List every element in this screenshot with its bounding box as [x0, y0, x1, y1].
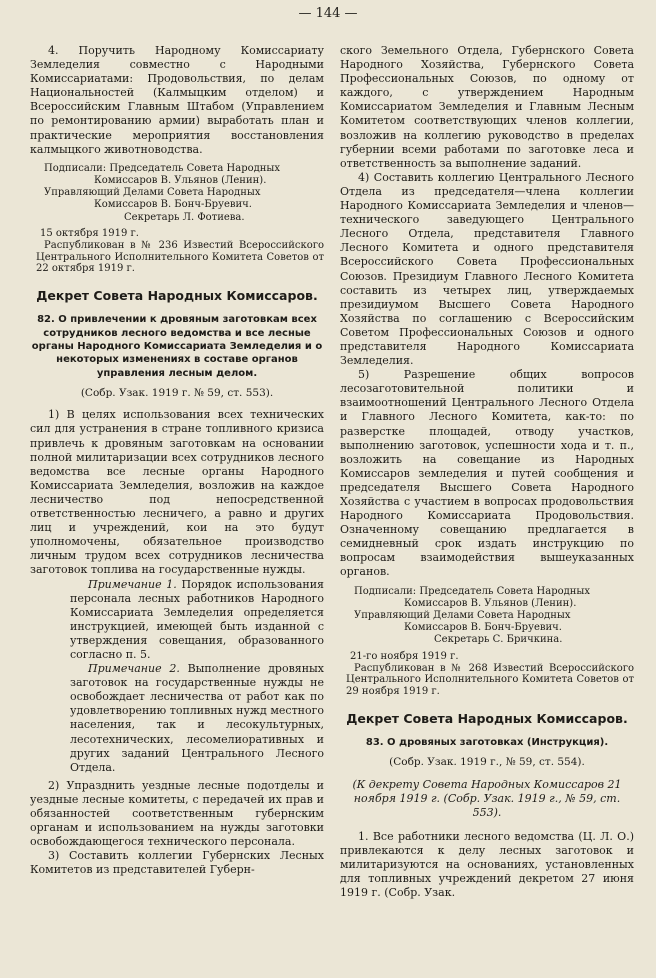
note-text: Порядок использования персонала лесных работников Народного Комиссариата Земледелия определяется инструкцией, имеющей быть изданной с утверждения совещания, образованного согласно п. 5. [70, 577, 324, 661]
signature-line: Подписали: Председатель Совета Народных [44, 162, 281, 174]
decree-reference: (К декрету Совета Народных Комиссаров 21 ноября 1919 г. (Собр. Узак. 1919 г., № 59, ст. 553). [352, 777, 622, 819]
decree-header: Декрет Совета Народных Комиссаров. [346, 710, 628, 726]
left-column [30, 44, 324, 877]
paragraph-4: 4. Поручить Народному Комиссариату Земледелия совместно с Народными Комиссариатами: Продовольствия, по делам Национальностей (Калмыцким отделом) и Всероссийским Главным Штабом (Управлением по ремонтированию армии) выработать план и практические мероприятия восстановления калмыцкого животноводства. [30, 44, 324, 156]
signature-line: Комиссаров В. Ульянов (Ленин). [404, 597, 577, 609]
signature-line: Подписали: Председатель Совета Народных [354, 585, 591, 597]
signature-line: Управляющий Делами Совета Народных [354, 609, 571, 621]
paragraph-1: 1. Все работники лесного ведомства (Ц. Л. О.) привлекаются к делу лесных заготовок и милитаризуются на основаниях, установленных для топливных учреждений декретом 27 июня 1919 г. (Собр. Узак. [340, 829, 634, 899]
source-reference: (Собр. Узак. 1919 г., № 59, ст. 554). [389, 756, 585, 769]
signature-line: Секретарь Л. Фотиева. [124, 211, 245, 223]
right-column [340, 44, 634, 900]
publication-note: Распубликован в № 268 Известий Всероссийского Центрального Исполнительного Комитета Советов от 29 ноября 1919 г. [346, 662, 634, 698]
note-label: Примечание 2. [88, 662, 180, 676]
decree-date: 21-го ноября 1919 г. [350, 650, 459, 662]
paragraph-2: 2) Упразднить уездные лесные подотделы и уездные лесные комитеты, с передачей их прав и обязанностей соответственным губернским органам и использованием на нужды заготовки освобождающегося технического персонала. [30, 778, 324, 849]
note-1 [30, 578, 324, 663]
decree-date: 15 октября 1919 г. [40, 227, 139, 239]
paragraph-3: 3) Составить коллегии Губернских Лесных Комитетов из представителей Губерн- [30, 849, 324, 877]
source-reference: (Собр. Узак. 1919 г. № 59, ст. 553). [80, 387, 274, 400]
paragraph-4: 4) Составить коллегию Центрального Лесного Отдела из председателя—члена коллегии Народного Комиссариата Земледелия и членов—технического заведующего Центрального Лесного Отдела, представителя Главного Лесного Комитета и одного представителя Всероссийского Совета Профессиональных Союзов. Президиум Главного Лесного Комитета составить из четырех лиц, утверждаемых президиумом Высшего Совета Народного Хозяйства по соглашению с Всероссийским Советом Профессиональных Союзов и одного представителя Народного Комиссариата Земледелия. [340, 170, 634, 368]
decree-header: Декрет Совета Народных Комиссаров. [36, 288, 318, 304]
paragraph-3-continued: ского Земельного Отдела, Губернского Совета Народного Хозяйства, Губернского Совета Профессиональных Союзов, по одному от каждого, с утверждением Народным Комиссариатом Земледелия и Главным Лесным Комитетом соответствующих членов коллегии, возложив на коллегию руководство в пределах губернии всеми работами по заготовке леса и ответственность за выполнение заданий. [340, 44, 634, 170]
page-number: — 144 — [298, 6, 358, 21]
decree-title: 83. О дровяных заготовках (Инструкция). [365, 737, 609, 749]
signatures-block [340, 586, 634, 647]
signatures-block [30, 163, 324, 224]
signature-line: Секретарь С. Бричкина. [434, 634, 563, 646]
signature-line: Комиссаров В. Ульянов (Ленин). [94, 174, 267, 186]
note-2 [30, 662, 324, 775]
signature-line: Управляющий Делами Совета Народных [44, 187, 261, 199]
paragraph-1: 1) В целях использования всех технических сил для устранения в стране топливного кризиса привлечь к дровяным заготовкам на основании полной милитаризации всех сотрудников лесного ведомства все лесные органы Народного Комиссариата Земледелия, возложив на каждое лесничество под непосредственной ответственностью лесничего, а равно и других лиц и учреждений, кои на это будут уполномочены, обязательное производство личным трудом всех сотрудников лесничества заготовок топлива на государственные нужды. [30, 408, 324, 577]
paragraph-5: 5) Разрешение общих вопросов лесозаготовительной политики и взаимоотношений Центрального Лесного Отдела и Главного Лесного Комитета, как-то: по разверстке площадей, отводу участков, выполнению заготовок, успешности хода и т. п., возложить на совещание из Народных Комиссаров земледелия и путей сообщения и председателя Высшего Совета Народного Хозяйства с участием в вопросах продовольствия Народного Комиссариата Продовольствия. Означенному совещанию предлагается в семидневный срок издать инструкцию по вопросам взаимодействия вышеуказанных органов. [340, 368, 634, 579]
signature-line: Комиссаров В. Бонч-Бруевич. [404, 622, 562, 634]
signature-line: Комиссаров В. Бонч-Бруевич. [94, 199, 252, 211]
publication-note: Распубликован в № 236 Известий Всероссийского Центрального Исполнительного Комитета Советов от 22 октября 1919 г. [36, 239, 324, 275]
note-text: Выполнение дровяных заготовок на государственные нужды не освобождает лесничества от работ как по удовлетворению топливных нужд местного населения, так и лесокультурных, лесотехнических, лесомелиоративных и других заданий Центрального Лесного Отдела. [70, 662, 324, 774]
decree-title: 82. О привлечении к дровяным заготовкам всех сотрудников лесного ведомства и все лесные органы Народного Комиссариата Земледелия и о некоторых изменениях в составе органов управления лесным делом. [31, 314, 323, 379]
note-label: Примечание 1. [88, 577, 177, 591]
